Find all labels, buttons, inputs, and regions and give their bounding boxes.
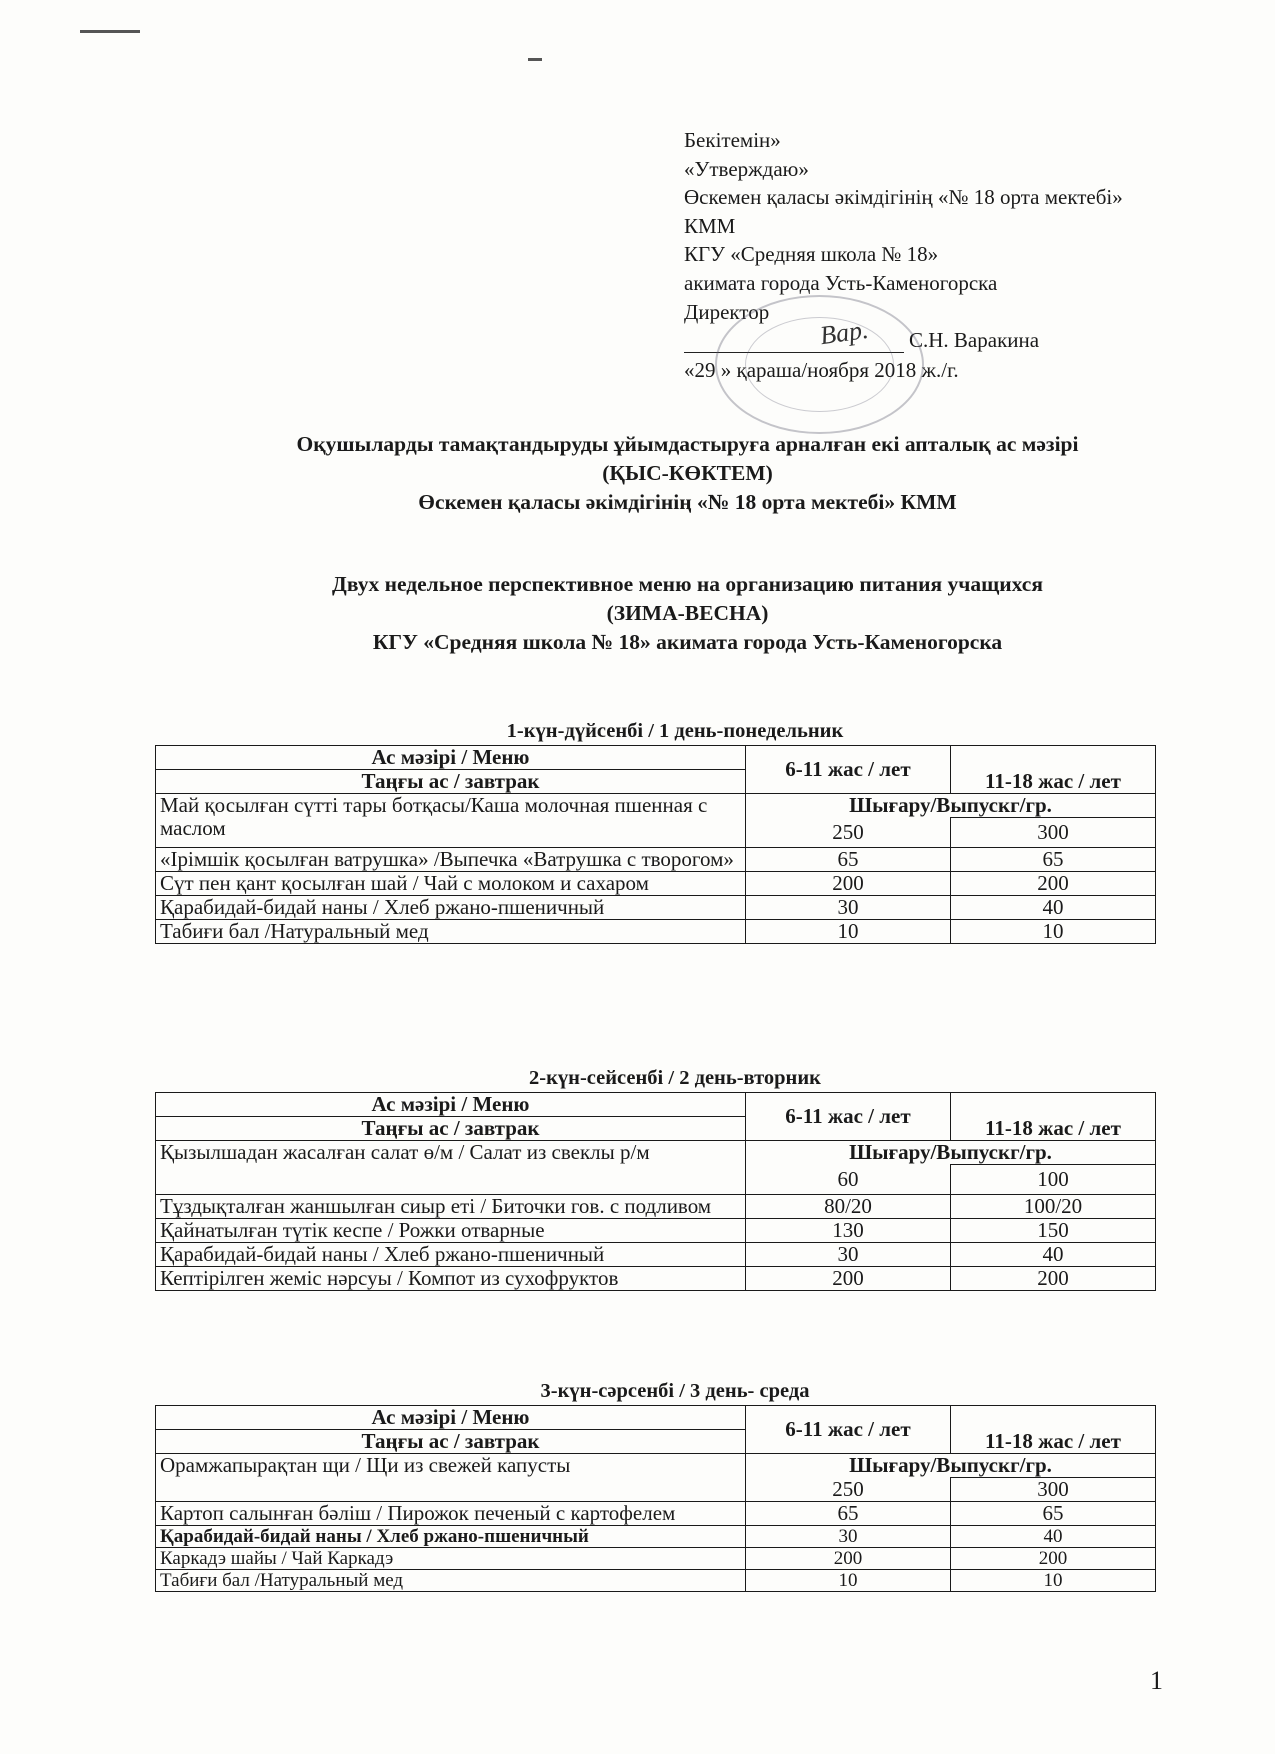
page-number: 1 <box>1150 1666 1163 1695</box>
portion-value: 30 <box>746 1243 951 1267</box>
dish-name: Кептірілген жеміс нәрсуы / Компот из сухофруктов <box>156 1267 746 1291</box>
title-ru-line: (ЗИМА-ВЕСНА) <box>606 601 769 625</box>
dish-name: Қызылшадан жасалған салат ө/м / Салат из свеклы р/м <box>156 1141 746 1195</box>
title-ru-line: КГУ «Средняя школа № 18» акимата города Усть-Каменогорска <box>372 630 1003 654</box>
approval-line: «Утверждаю» <box>684 156 809 181</box>
output-header: Шығару/Выпускг/гр. <box>746 794 1156 818</box>
dish-name: Табиғи бал /Натуральный мед <box>156 920 746 944</box>
day-section-3 <box>155 1378 1155 1592</box>
portion-value: 250 <box>746 1478 951 1502</box>
age-header: 6-11 жас / лет <box>746 1406 951 1454</box>
header-row <box>156 1093 1156 1117</box>
portion-value: 300 <box>951 818 1156 848</box>
portion-value: 200 <box>951 1267 1156 1291</box>
day-title: 3-күн-сәрсенбі / 3 день- среда <box>540 1380 810 1402</box>
handwritten-signature: Вар. <box>818 314 871 351</box>
portion-value: 200 <box>951 1548 1156 1570</box>
portion-value: 65 <box>951 1502 1156 1526</box>
approval-line: акимата города Усть-Каменогорска <box>684 270 998 295</box>
title-kz-line: Өскемен қаласы әкімдігінің «№ 18 орта мектебі» КММ <box>418 490 957 514</box>
dish-name: Каркадэ шайы / Чай Каркадэ <box>156 1548 746 1570</box>
meal-header: Таңғы ас / завтрак <box>156 1430 746 1454</box>
portion-value: 200 <box>746 1267 951 1291</box>
header-row <box>156 1406 1156 1430</box>
scan-mark <box>80 30 140 33</box>
table-row <box>156 1243 1156 1267</box>
dish-name: «Ірімшік қосылған ватрушка» /Выпечка «Ватрушка с творогом» <box>156 848 746 872</box>
dish-name: Картоп салынған бәліш / Пирожок печеный с картофелем <box>156 1502 746 1526</box>
approval-line: Директор <box>684 299 770 324</box>
menu-table <box>155 1092 1156 1291</box>
portion-value: 60 <box>746 1165 951 1195</box>
title-kz-line: Оқушыларды тамақтандыруды ұйымдастыруға арналған екі апталық ас мәзірі <box>296 432 1079 456</box>
output-row <box>156 1454 1156 1478</box>
portion-value: 10 <box>951 920 1156 944</box>
table-row <box>156 1526 1156 1548</box>
age-header: 6-11 жас / лет <box>746 1093 951 1141</box>
approval-line: КММ <box>684 213 736 238</box>
table-row <box>156 1502 1156 1526</box>
day-section-1 <box>155 718 1155 944</box>
dish-name: Қайнатылған түтік кеспе / Рожки отварные <box>156 1219 746 1243</box>
dish-name: Табиғи бал /Натуральный мед <box>156 1570 746 1592</box>
menu-header: Ас мәзірі / Меню <box>156 746 746 770</box>
approval-line: Өскемен қаласы әкімдігінің «№ 18 орта мектебі» <box>684 185 1123 210</box>
dish-name: Қарабидай-бидай наны / Хлеб ржано-пшеничный <box>156 1243 746 1267</box>
age-header: 6-11 жас / лет <box>746 746 951 794</box>
table-row <box>156 872 1156 896</box>
portion-value: 40 <box>951 896 1156 920</box>
portion-value: 80/20 <box>746 1195 951 1219</box>
table-row <box>156 848 1156 872</box>
dish-name: Қарабидай-бидай наны / Хлеб ржано-пшеничный <box>156 1526 746 1548</box>
meal-header: Таңғы ас / завтрак <box>156 770 746 794</box>
portion-value: 200 <box>951 872 1156 896</box>
day-title: 2-күн-сейсенбі / 2 день-вторник <box>529 1067 821 1089</box>
portion-value: 30 <box>746 896 951 920</box>
portion-value: 40 <box>951 1526 1156 1548</box>
approval-date: «29 » қараша/ноября 2018 ж./г. <box>684 358 959 383</box>
header-row <box>156 746 1156 770</box>
table-row <box>156 896 1156 920</box>
dish-name: Май қосылған сүтті тары ботқасы/Каша молочная пшенная с маслом <box>156 794 746 848</box>
output-header: Шығару/Выпускг/гр. <box>746 1141 1156 1165</box>
output-header: Шығару/Выпускг/гр. <box>746 1454 1156 1478</box>
portion-value: 200 <box>746 872 951 896</box>
menu-table <box>155 1405 1156 1592</box>
day-title: 1-күн-дүйсенбі / 1 день-понедельник <box>506 720 844 742</box>
portion-value: 130 <box>746 1219 951 1243</box>
table-row <box>156 1570 1156 1592</box>
portion-value: 65 <box>746 848 951 872</box>
scan-mark <box>528 58 542 61</box>
title-russian <box>150 570 1225 657</box>
portion-value: 300 <box>951 1478 1156 1502</box>
portion-value: 150 <box>951 1219 1156 1243</box>
portion-value: 30 <box>746 1526 951 1548</box>
dish-name: Тұздықталған жаншылған сиыр еті / Биточки гов. с подливом <box>156 1195 746 1219</box>
menu-header: Ас мәзірі / Меню <box>156 1093 746 1117</box>
portion-value: 65 <box>951 848 1156 872</box>
title-ru-line: Двух недельное перспективное меню на организацию питания учащихся <box>332 572 1043 596</box>
portion-value: 100/20 <box>951 1195 1156 1219</box>
age-header: 11-18 жас / лет <box>951 1093 1156 1141</box>
table-row <box>156 1267 1156 1291</box>
title-kz-line: (ҚЫС-КӨКТЕМ) <box>602 461 773 485</box>
dish-name: Орамжапырақтан щи / Щи из свежей капусты <box>156 1454 746 1502</box>
portion-value: 65 <box>746 1502 951 1526</box>
day-section-2 <box>155 1065 1155 1291</box>
portion-value: 40 <box>951 1243 1156 1267</box>
table-row <box>156 1219 1156 1243</box>
output-row <box>156 794 1156 818</box>
table-row <box>156 1548 1156 1570</box>
age-header: 11-18 жас / лет <box>951 1406 1156 1454</box>
director-name: С.Н. Варакина <box>909 328 1040 353</box>
approval-line: Бекітемін» <box>684 128 781 152</box>
portion-value: 10 <box>951 1570 1156 1592</box>
age-header: 11-18 жас / лет <box>951 746 1156 794</box>
meal-header: Таңғы ас / завтрак <box>156 1117 746 1141</box>
menu-header: Ас мәзірі / Меню <box>156 1406 746 1430</box>
dish-name: Қарабидай-бидай наны / Хлеб ржано-пшеничный <box>156 896 746 920</box>
portion-value: 100 <box>951 1165 1156 1195</box>
table-row <box>156 1195 1156 1219</box>
dish-name: Сүт пен қант қосылған шай / Чай с молоком и сахаром <box>156 872 746 896</box>
seal-stamp <box>715 295 924 434</box>
table-row <box>156 920 1156 944</box>
portion-value: 200 <box>746 1548 951 1570</box>
portion-value: 10 <box>746 920 951 944</box>
title-kazakh <box>150 430 1225 517</box>
menu-table <box>155 745 1156 944</box>
output-row <box>156 1141 1156 1165</box>
portion-value: 250 <box>746 818 951 848</box>
portion-value: 10 <box>746 1570 951 1592</box>
approval-line: КГУ «Средняя школа № 18» <box>684 242 939 267</box>
